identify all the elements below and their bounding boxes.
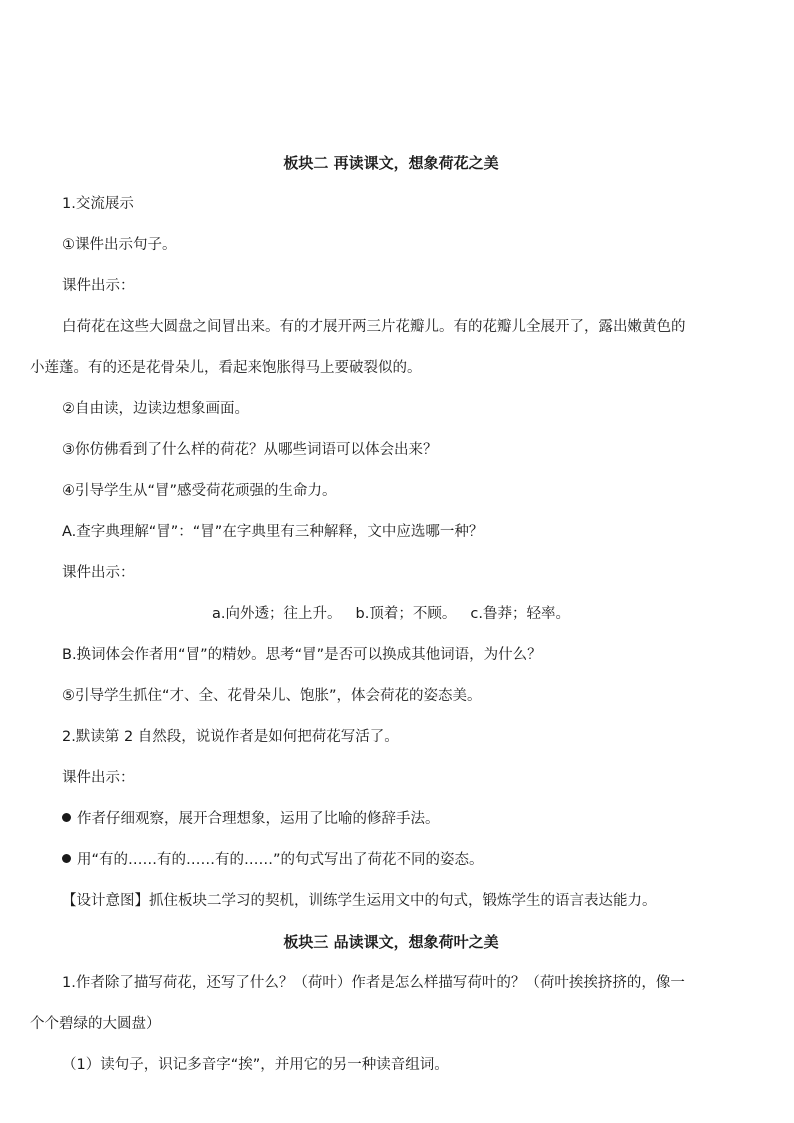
paragraph-question-lotus: ③你仿佛看到了什么样的荷花？从哪些词语可以体会出来？: [62, 442, 438, 458]
paragraph-design-intent: 【设计意图】抓住板块二学习的契机，训练学生运用文中的句式，锻炼学生的语言表达能力。: [62, 893, 657, 909]
section-heading-3: 板块三 品读课文，想象荷叶之美: [283, 933, 499, 951]
paragraph-silent-reading: 2.默读第 2 自然段，说说作者是如何把荷花写活了。: [62, 729, 399, 745]
bullet-item-2: [30, 840, 752, 881]
paragraph-courseware-label-3: 课件出示：: [62, 770, 135, 786]
bullet-item-1: [30, 799, 752, 840]
bullet-text-2: 用“有的……有的……有的……”的句式写出了荷花不同的姿态。: [77, 852, 484, 868]
bullet-dot-icon: [62, 813, 71, 822]
paragraph-free-reading: ②自由读，边读边想象画面。: [62, 401, 249, 417]
option-c: c.鲁莽；轻率。: [470, 606, 570, 622]
bullet-dot-icon: [62, 854, 71, 863]
section-heading-2: 板块二 再读课文，想象荷花之美: [283, 154, 499, 172]
dictionary-options: [30, 594, 752, 635]
paragraph-polyphonic: （1）读句子，识记多音字“挨”，并用它的另一种读音组词。: [62, 1057, 449, 1073]
paragraph-guide-mao: ④引导学生从“冒”感受荷花顽强的生命力。: [62, 483, 337, 499]
paragraph-guide-posture: ⑤引导学生抓住“才、全、花骨朵儿、饱胀”，体会荷花的姿态美。: [62, 688, 482, 704]
document-body: [30, 143, 752, 1086]
paragraph-lotus-text-2: 小莲蓬。有的还是花骨朵儿，看起来饱胀得马上要破裂似的。: [30, 360, 422, 376]
paragraph-courseware-label: 课件出示：: [62, 278, 135, 294]
option-b: b.顶着；不顾。: [355, 606, 457, 622]
paragraph-lotus-text-1: 白荷花在这些大圆盘之间冒出来。有的才展开两三片花瓣儿。有的花瓣儿全展开了，露出嫩黄色的: [62, 319, 686, 335]
option-a: a.向外透；往上升。: [212, 606, 342, 622]
paragraph-word-swap: B.换词体会作者用“冒”的精妙。思考“冒”是否可以换成其他词语，为什么？: [62, 647, 542, 663]
paragraph-lotus-leaf-1: 1.作者除了描写荷花，还写了什么？（荷叶）作者是怎么样描写荷叶的？（荷叶挨挨挤挤的，像一: [62, 975, 685, 991]
paragraph-courseware-sentence: ①课件出示句子。: [62, 237, 177, 253]
paragraph-dictionary: A.查字典理解“冒”：“冒”在字典里有三种解释，文中应选哪一种？: [62, 524, 484, 540]
bullet-text-1: 作者仔细观察，展开合理想象，运用了比喻的修辞手法。: [77, 811, 440, 827]
paragraph-courseware-label-2: 课件出示：: [62, 565, 135, 581]
paragraph-exchange-display: 1.交流展示: [62, 196, 134, 212]
paragraph-lotus-leaf-2: 个个碧绿的大圆盘）: [30, 1016, 161, 1032]
